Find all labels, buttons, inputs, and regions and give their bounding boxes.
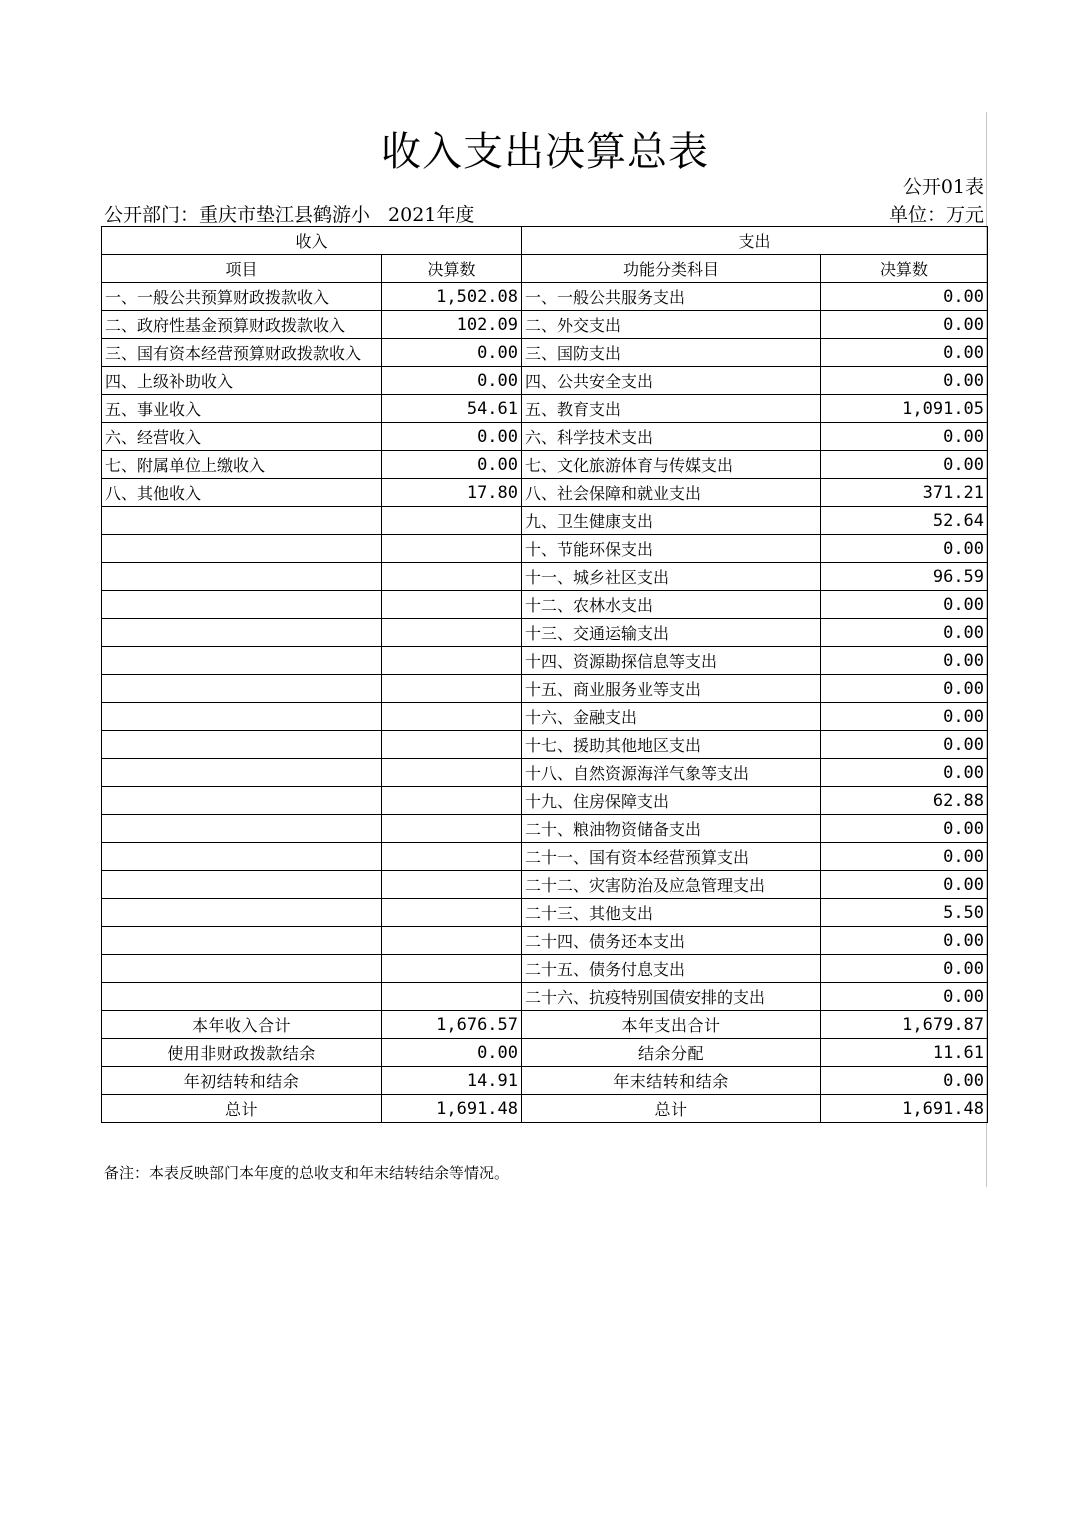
amount-column-header: 决算数 (382, 255, 522, 283)
income-amount-cell (382, 675, 522, 703)
expense-amount-cell: 0.00 (821, 983, 988, 1011)
income-amount-cell (382, 843, 522, 871)
income-item-cell (102, 815, 382, 843)
income-amount-cell (382, 647, 522, 675)
department-label: 公开部门：重庆市垫江县鹤游小 (104, 204, 371, 226)
summary-income-amount: 1,691.48 (382, 1095, 522, 1123)
expense-item-cell: 一、一般公共服务支出 (522, 283, 821, 311)
income-amount-cell: 0.00 (382, 339, 522, 367)
summary-expense-amount: 1,679.87 (821, 1011, 988, 1039)
expense-item-cell: 十九、住房保障支出 (522, 787, 821, 815)
table-body (102, 283, 988, 1011)
expense-amount-cell: 0.00 (821, 731, 988, 759)
expense-amount-cell: 62.88 (821, 787, 988, 815)
income-amount-cell: 54.61 (382, 395, 522, 423)
amount2-column-header: 决算数 (821, 255, 988, 283)
expense-header: 支出 (522, 227, 988, 255)
section-header-row (102, 227, 988, 255)
expense-item-cell: 十七、援助其他地区支出 (522, 731, 821, 759)
expense-item-cell: 十六、金融支出 (522, 703, 821, 731)
summary-income-label: 总计 (102, 1095, 382, 1123)
function-item-column-header: 功能分类科目 (522, 255, 821, 283)
column-header-row (102, 255, 988, 283)
income-amount-cell (382, 815, 522, 843)
expense-amount-cell: 0.00 (821, 339, 988, 367)
expense-item-cell: 十一、城乡社区支出 (522, 563, 821, 591)
expense-amount-cell: 0.00 (821, 367, 988, 395)
summary-expense-amount: 0.00 (821, 1067, 988, 1095)
summary-income-label: 使用非财政拨款结余 (102, 1039, 382, 1067)
expense-item-cell: 三、国防支出 (522, 339, 821, 367)
expense-item-cell: 二十二、灾害防治及应急管理支出 (522, 871, 821, 899)
income-amount-cell (382, 787, 522, 815)
income-amount-cell (382, 535, 522, 563)
table-row (102, 871, 988, 899)
income-item-cell: 六、经营收入 (102, 423, 382, 451)
table-row (102, 675, 988, 703)
expense-item-cell: 十四、资源勘探信息等支出 (522, 647, 821, 675)
income-item-cell (102, 535, 382, 563)
summary-expense-amount: 1,691.48 (821, 1095, 988, 1123)
unit-label: 单位：万元 (888, 204, 984, 226)
table-row (102, 955, 988, 983)
expense-item-cell: 九、卫生健康支出 (522, 507, 821, 535)
expense-amount-cell: 0.00 (821, 927, 988, 955)
table-row (102, 311, 988, 339)
income-amount-cell: 102.09 (382, 311, 522, 339)
expense-amount-cell: 1,091.05 (821, 395, 988, 423)
expense-amount-cell: 0.00 (821, 451, 988, 479)
expense-item-cell: 十二、农林水支出 (522, 591, 821, 619)
footnote: 备注：本表反映部门本年度的总收支和年末结转结余等情况。 (104, 1164, 510, 1182)
income-amount-cell (382, 563, 522, 591)
expense-item-cell: 十、节能环保支出 (522, 535, 821, 563)
table-row (102, 647, 988, 675)
table-row (102, 563, 988, 591)
budget-table (101, 226, 988, 1123)
expense-item-cell: 二十一、国有资本经营预算支出 (522, 843, 821, 871)
form-number: 公开01表 (902, 176, 984, 198)
table-row (102, 395, 988, 423)
income-amount-cell: 0.00 (382, 367, 522, 395)
summary-row (102, 1067, 988, 1095)
expense-amount-cell: 0.00 (821, 815, 988, 843)
expense-amount-cell: 0.00 (821, 955, 988, 983)
income-amount-cell: 0.00 (382, 423, 522, 451)
summary-income-amount: 0.00 (382, 1039, 522, 1067)
table-row (102, 787, 988, 815)
summary-expense-label: 总计 (522, 1095, 821, 1123)
fiscal-year: 2021年度 (388, 204, 475, 226)
income-item-cell (102, 675, 382, 703)
summary-row (102, 1095, 988, 1123)
expense-item-cell: 二、外交支出 (522, 311, 821, 339)
expense-item-cell: 六、科学技术支出 (522, 423, 821, 451)
expense-item-cell: 十三、交通运输支出 (522, 619, 821, 647)
income-item-cell (102, 703, 382, 731)
income-amount-cell (382, 983, 522, 1011)
department-line (104, 200, 474, 227)
table-row (102, 843, 988, 871)
income-item-cell: 一、一般公共预算财政拨款收入 (102, 283, 382, 311)
income-amount-cell: 0.00 (382, 451, 522, 479)
table-row (102, 535, 988, 563)
expense-item-cell: 二十、粮油物资储备支出 (522, 815, 821, 843)
table-row (102, 367, 988, 395)
income-item-cell (102, 787, 382, 815)
income-item-cell (102, 731, 382, 759)
table-row (102, 983, 988, 1011)
expense-amount-cell: 96.59 (821, 563, 988, 591)
expense-amount-cell: 0.00 (821, 871, 988, 899)
income-amount-cell (382, 899, 522, 927)
income-amount-cell (382, 927, 522, 955)
summary-income-amount: 14.91 (382, 1067, 522, 1095)
expense-item-cell: 八、社会保障和就业支出 (522, 479, 821, 507)
expense-amount-cell: 0.00 (821, 591, 988, 619)
summary-expense-label: 年末结转和结余 (522, 1067, 821, 1095)
expense-amount-cell: 52.64 (821, 507, 988, 535)
expense-amount-cell: 0.00 (821, 619, 988, 647)
expense-item-cell: 四、公共安全支出 (522, 367, 821, 395)
expense-item-cell: 五、教育支出 (522, 395, 821, 423)
income-item-cell (102, 927, 382, 955)
income-item-cell: 四、上级补助收入 (102, 367, 382, 395)
income-amount-cell (382, 619, 522, 647)
table-row (102, 815, 988, 843)
table-row (102, 619, 988, 647)
income-amount-cell (382, 591, 522, 619)
summary-income-label: 年初结转和结余 (102, 1067, 382, 1095)
expense-amount-cell: 371.21 (821, 479, 988, 507)
table-row (102, 451, 988, 479)
income-item-cell (102, 591, 382, 619)
income-item-cell (102, 871, 382, 899)
income-item-cell (102, 507, 382, 535)
summary-expense-label: 本年支出合计 (522, 1011, 821, 1039)
summary-income-amount: 1,676.57 (382, 1011, 522, 1039)
income-item-cell (102, 843, 382, 871)
table-row (102, 899, 988, 927)
expense-amount-cell: 0.00 (821, 311, 988, 339)
expense-amount-cell: 0.00 (821, 675, 988, 703)
table-row (102, 927, 988, 955)
expense-amount-cell: 0.00 (821, 843, 988, 871)
income-item-cell (102, 899, 382, 927)
expense-item-cell: 二十四、债务还本支出 (522, 927, 821, 955)
table-row (102, 479, 988, 507)
table-row (102, 339, 988, 367)
table-row (102, 731, 988, 759)
expense-amount-cell: 5.50 (821, 899, 988, 927)
summary-row (102, 1011, 988, 1039)
expense-item-cell: 七、文化旅游体育与传媒支出 (522, 451, 821, 479)
expense-item-cell: 二十六、抗疫特别国债安排的支出 (522, 983, 821, 1011)
expense-item-cell: 二十五、债务付息支出 (522, 955, 821, 983)
income-amount-cell (382, 731, 522, 759)
summary-row (102, 1039, 988, 1067)
expense-amount-cell: 0.00 (821, 759, 988, 787)
summary-body (102, 1011, 988, 1123)
income-item-cell: 五、事业收入 (102, 395, 382, 423)
income-item-cell (102, 955, 382, 983)
income-amount-cell (382, 703, 522, 731)
income-item-cell (102, 759, 382, 787)
expense-item-cell: 十五、商业服务业等支出 (522, 675, 821, 703)
summary-expense-amount: 11.61 (821, 1039, 988, 1067)
expense-amount-cell: 0.00 (821, 283, 988, 311)
expense-amount-cell: 0.00 (821, 647, 988, 675)
expense-amount-cell: 0.00 (821, 535, 988, 563)
item-column-header: 项目 (102, 255, 382, 283)
income-amount-cell: 17.80 (382, 479, 522, 507)
expense-amount-cell: 0.00 (821, 423, 988, 451)
income-header: 收入 (102, 227, 522, 255)
income-amount-cell (382, 955, 522, 983)
income-item-cell: 三、国有资本经营预算财政拨款收入 (102, 339, 382, 367)
income-item-cell (102, 983, 382, 1011)
income-amount-cell (382, 759, 522, 787)
income-item-cell: 七、附属单位上缴收入 (102, 451, 382, 479)
expense-item-cell: 十八、自然资源海洋气象等支出 (522, 759, 821, 787)
expense-item-cell: 二十三、其他支出 (522, 899, 821, 927)
table-row (102, 507, 988, 535)
income-item-cell: 二、政府性基金预算财政拨款收入 (102, 311, 382, 339)
income-amount-cell (382, 871, 522, 899)
income-item-cell (102, 563, 382, 591)
income-amount-cell (382, 507, 522, 535)
income-item-cell: 八、其他收入 (102, 479, 382, 507)
income-item-cell (102, 619, 382, 647)
table-row (102, 423, 988, 451)
income-item-cell (102, 647, 382, 675)
table-row (102, 759, 988, 787)
income-amount-cell: 1,502.08 (382, 283, 522, 311)
page-title: 收入支出决算总表 (381, 129, 709, 175)
expense-amount-cell: 0.00 (821, 703, 988, 731)
table-row (102, 283, 988, 311)
table-row (102, 703, 988, 731)
table-row (102, 591, 988, 619)
summary-expense-label: 结余分配 (522, 1039, 821, 1067)
summary-income-label: 本年收入合计 (102, 1011, 382, 1039)
